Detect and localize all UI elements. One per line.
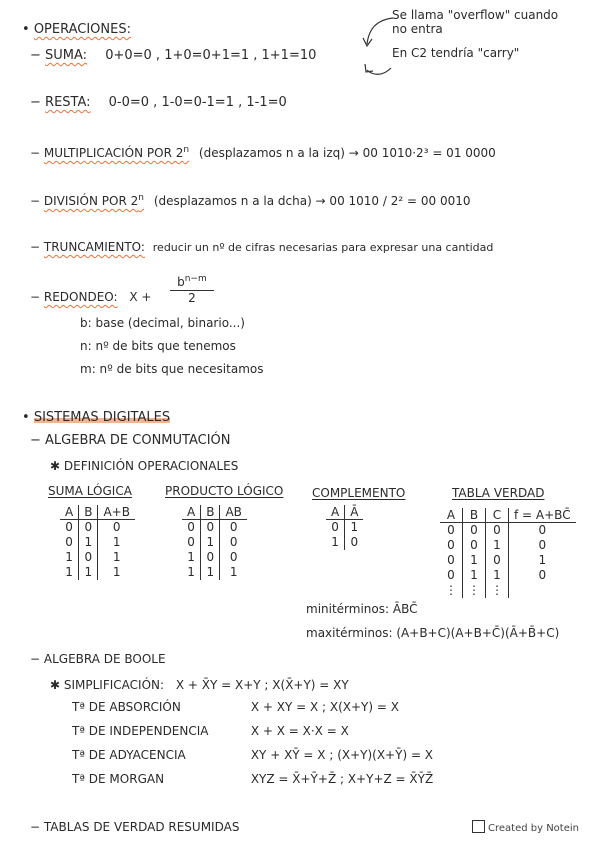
table-cell: 1 (463, 568, 486, 583)
table-cell: 0 (447, 568, 455, 582)
resta-line: − RESTA: 0-0=0 , 1-0=0-1=1 , 1-1=0 (30, 95, 287, 110)
table-cell: 1 (220, 565, 247, 580)
m-definition: m: nº de bits que necesitamos (80, 362, 264, 376)
table-cell (509, 583, 576, 598)
table-row (440, 523, 576, 539)
table-cell: 1 (79, 565, 98, 580)
table-row (182, 535, 247, 550)
table-header-row (440, 508, 576, 523)
table-cell: 0 (463, 538, 486, 553)
table-cell: 1 (345, 520, 364, 536)
table-cell: 1 (201, 565, 220, 580)
minterminos-line: minitérminos: ĀBC̄ (306, 602, 418, 616)
definicion-heading: ✱ DEFINICIÓN OPERACIONALES (50, 459, 239, 473)
table-cell: 0 (486, 553, 509, 568)
suma-logica-heading: SUMA LÓGICA (48, 484, 132, 498)
table-cell: ⋮ (463, 583, 486, 598)
table-cell: 1 (201, 535, 220, 550)
notein-footer: Created by Notein (472, 820, 579, 834)
simplificacion-line: ✱ SIMPLIFICACIÓN: X + X̄Y = X+Y ; X(X̄+Y) = XY (50, 678, 349, 692)
table-cell: 0 (98, 520, 135, 536)
table-row (60, 520, 135, 536)
notein-logo-icon (472, 820, 485, 833)
table-cell: 0 (486, 523, 509, 539)
table-cell: 0 (220, 535, 247, 550)
table-cell: 1 (79, 535, 98, 550)
algebra-conmutacion-heading: − ALGEBRA DE CONMUTACIÓN (30, 433, 231, 448)
table-header-cell: AB (220, 505, 247, 520)
tabla-verdad-heading: TABLA VERDAD (452, 486, 545, 500)
table-cell: 1 (509, 553, 576, 568)
table-cell: 1 (187, 550, 195, 564)
table-header-row (326, 505, 363, 520)
table-row (440, 553, 576, 568)
table-cell: 0 (65, 535, 73, 549)
producto-logico-table (182, 505, 247, 580)
table-cell: 0 (201, 550, 220, 565)
table-cell: 1 (331, 535, 339, 549)
tablas-resumidas-heading: − TABLAS DE VERDAD RESUMIDAS (30, 820, 240, 834)
table-header-cell: B (201, 505, 220, 520)
table-cell: 0 (187, 535, 195, 549)
table-cell: 1 (98, 550, 135, 565)
table-header-cell: A (182, 505, 201, 520)
section-operaciones-title: • OPERACIONES: (22, 22, 131, 37)
table-cell: ⋮ (486, 583, 509, 598)
table-cell: 1 (463, 553, 486, 568)
table-cell: 0 (220, 520, 247, 536)
table-row (60, 565, 135, 580)
b-definition: b: base (decimal, binario...) (80, 316, 245, 330)
suma-line: − SUMA: 0+0=0 , 1+0=0+1=1 , 1+1=10 (30, 48, 317, 63)
c2-carry-note: En C2 tendría "carry" (392, 46, 520, 60)
redondeo-line: − REDONDEO: X + (30, 290, 152, 304)
maxterminos-line: maxitérminos: (A+B+C)(A+B+C̄)(Ā+B̄+C) (306, 626, 560, 640)
table-row (326, 520, 363, 536)
table-cell: 0 (220, 550, 247, 565)
table-cell: 1 (98, 565, 135, 580)
teorema-adyacencia: Tª DE ADYACENCIA XY + XȲ = X ; (X+Y)(X+Ȳ) = X (72, 748, 434, 762)
table-row (182, 565, 247, 580)
table-header-cell: B (79, 505, 98, 520)
table-header-cell: A (440, 508, 463, 523)
table-row (182, 550, 247, 565)
table-cell: 0 (447, 553, 455, 567)
table-cell: 0 (463, 523, 486, 539)
table-cell: 0 (79, 550, 98, 565)
table-cell: 1 (65, 550, 73, 564)
section-sistemas-title: • SISTEMAS DIGITALES (22, 410, 171, 425)
table-row (326, 535, 363, 550)
producto-logico-heading: PRODUCTO LÓGICO (165, 484, 284, 498)
table-row (440, 568, 576, 583)
table-cell: 0 (509, 523, 576, 539)
table-cell: 0 (187, 520, 195, 534)
complemento-heading: COMPLEMENTO (312, 486, 406, 500)
table-cell: 1 (98, 535, 135, 550)
suma-logica-table (60, 505, 135, 580)
redondeo-fraction: $b^{n-m}$ 2 (170, 274, 214, 305)
table-header-row (60, 505, 135, 520)
truncamiento-line: − TRUNCAMIENTO: reducir un nº de cifras necesarias para expresar una cantidad (30, 240, 494, 254)
table-header-cell: A (326, 505, 345, 520)
multiplicacion-line: − MULTIPLICACIÓN POR 2$^n$ (desplazamos n a la izq) → 00 1010·2³ = 01 0000 (30, 145, 496, 160)
table-header-cell: B (463, 508, 486, 523)
table-header-cell: A+B (98, 505, 135, 520)
table-cell: 1 (486, 538, 509, 553)
table-header-row (182, 505, 247, 520)
n-definition: n: nº de bits que tenemos (80, 339, 236, 353)
table-header-cell: Ā (345, 505, 364, 520)
table-row (440, 538, 576, 553)
tabla-verdad-table (440, 508, 576, 598)
table-row (60, 535, 135, 550)
table-row (182, 520, 247, 536)
table-cell: 1 (486, 568, 509, 583)
table-cell: 0 (331, 520, 339, 534)
algebra-boole-heading: − ALGEBRA DE BOOLE (30, 652, 166, 666)
table-header-cell: A (60, 505, 79, 520)
table-cell: 1 (187, 565, 195, 579)
table-header-cell: f = A+BC̄ (509, 508, 576, 523)
table-cell: 0 (447, 538, 455, 552)
overflow-note: Se llama "overflow" cuando no entra (392, 8, 559, 36)
table-cell: 0 (201, 520, 220, 536)
table-cell: 0 (509, 568, 576, 583)
table-header-cell: C (486, 508, 509, 523)
complemento-table (326, 505, 363, 550)
teorema-absorcion: Tª DE ABSORCIÓN X + XY = X ; X(X+Y) = X (72, 700, 399, 714)
table-row (60, 550, 135, 565)
teorema-independencia: Tª DE INDEPENDENCIA X + X = X·X = X (72, 724, 349, 738)
table-cell: 0 (65, 520, 73, 534)
table-cell: 1 (65, 565, 73, 579)
table-cell: 0 (509, 538, 576, 553)
table-cell: 0 (79, 520, 98, 536)
table-cell: ⋮ (445, 583, 457, 597)
table-cell: 0 (447, 523, 455, 537)
table-cell: 0 (345, 535, 364, 550)
table-row (440, 583, 576, 598)
teorema-morgan: Tª DE MORGAN XYZ = X̄+Ȳ+Z̄ ; X+Y+Z = X̄ȲZ̄ (72, 772, 434, 786)
division-line: − DIVISIÓN POR 2$^n$ (desplazamos n a la dcha) → 00 1010 / 2² = 00 0010 (30, 193, 471, 208)
